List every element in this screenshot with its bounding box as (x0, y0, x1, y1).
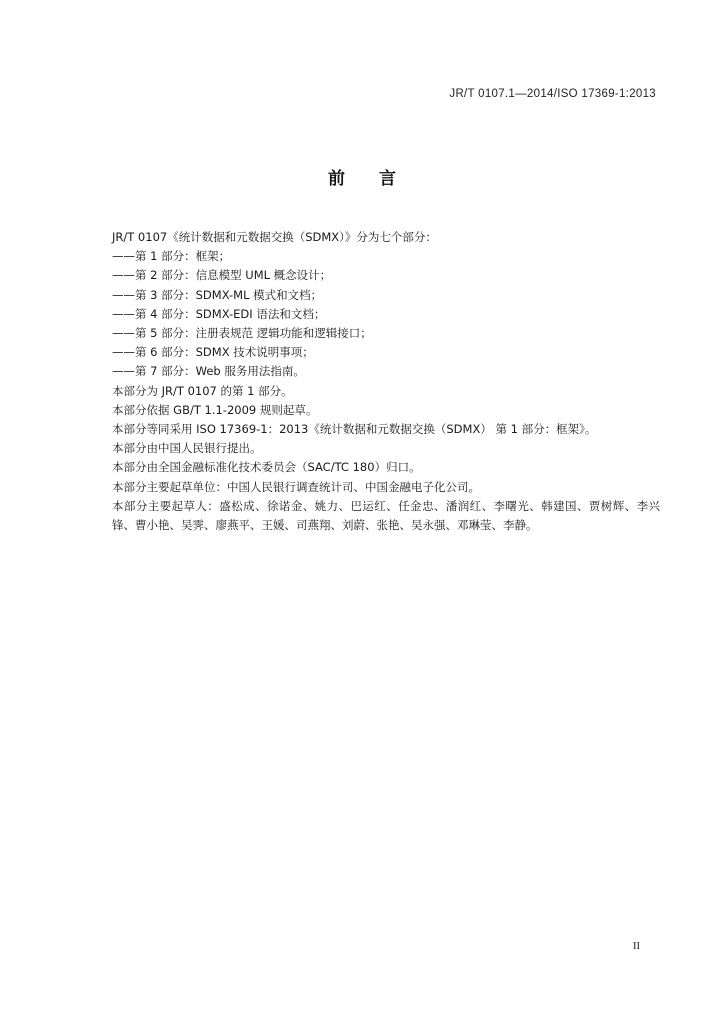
intro-paragraph: JR/T 0107《统计数据和元数据交换（SDMX）》分为七个部分： (112, 230, 437, 244)
header-divider (112, 106, 656, 107)
list-item: ——第 3 部分：SDMX-ML 模式和文档； (112, 287, 323, 302)
section-title: 前言 (328, 169, 430, 189)
page-number: II (633, 941, 640, 952)
list-item: ——第 7 部分：Web 服务用法指南。 (112, 364, 305, 379)
list-item: ——第 5 部分：注册表规范 逻辑功能和逻辑接口； (112, 326, 372, 341)
drafters-statement: 本部分主要起草人：盛松成、徐诺金、姚力、巴运红、任金忠、潘润红、李曙光、韩建国、贾树辉、李兴锋、曹小艳、吴霁、廖燕平、王媛、司燕翔、刘蔚、张艳、吴永强、邓琳莹、李静。 (112, 498, 660, 533)
drafting-rules-statement: 本部分依据 GB/T 1.1-2009 规则起草。 (112, 402, 318, 417)
part-statement: 本部分为 JR/T 0107 的第 1 部分。 (112, 383, 293, 398)
standard-code: JR/T 0107.1—2014/ISO 17369-1:2013 (449, 88, 656, 100)
list-item: ——第 6 部分：SDMX 技术说明事项； (112, 345, 314, 360)
drafting-units-statement: 本部分主要起草单位：中国人民银行调查统计司、中国金融电子化公司。 (112, 479, 480, 494)
proposer-statement: 本部分由中国人民银行提出。 (112, 441, 262, 456)
document-body (112, 228, 660, 535)
list-item: ——第 4 部分：SDMX-EDI 语法和文档； (112, 306, 326, 321)
adoption-statement: 本部分等同采用 ISO 17369-1：2013《统计数据和元数据交换（SDMX） 第 1 部分：框架》。 (112, 422, 597, 437)
committee-statement: 本部分由全国金融标准化技术委员会（SAC/TC 180）归口。 (112, 460, 421, 475)
list-item: ——第 1 部分：框架； (112, 249, 231, 264)
list-item: ——第 2 部分：信息模型 UML 概念设计； (112, 268, 332, 283)
